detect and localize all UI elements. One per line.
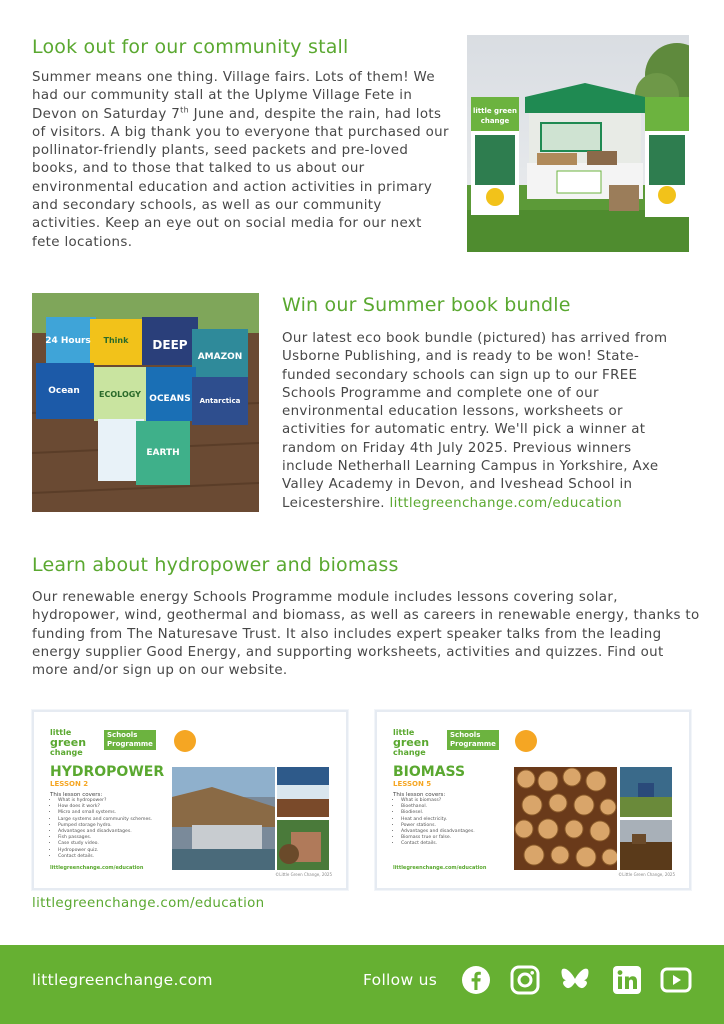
svg-text:24 Hours: 24 Hours [45, 336, 91, 346]
svg-text:change: change [480, 117, 510, 125]
waterfall-photo [277, 767, 329, 817]
lesson-card-biomass[interactable] [375, 710, 691, 890]
lesson-title: HYDROPOWER [50, 764, 165, 780]
instagram-icon[interactable] [509, 964, 541, 996]
footer-bar [0, 945, 724, 1024]
book-bundle-photo [32, 293, 259, 512]
card-copyright: ©Little Green Change, 2025 [618, 872, 675, 877]
firewood-photo [514, 767, 617, 870]
little-green-change-logo: little green change [50, 728, 87, 757]
svg-text:DEEP: DEEP [152, 338, 188, 352]
lesson-contents-list: • What is biomass? • Bioethanol. • Biodiesel. • Heat and electricity. • Power stations. • Advantages and disadvantages. • Biomass true or false. • Contact details. [393, 798, 475, 848]
stall-paragraph: Summer means one thing. Village fairs. Lots of them! We had our community stall at the Uplyme Village Fete in Devon on Saturday 7th June and, despite the rain, had lots of visitors. A big thank you to everyone that purchased our pollinator-friendly plants, seed packets and pre-loved books, and to those that talked to us about our environmental education and action activities in primary and secondary schools, as well as our community activities. Keep an eye out on social media for our next fete locations. [32, 70, 449, 250]
lesson-contents-list: • What is hydropower? • How does it work? • Micro and small systems. • Large systems and community schemes. • Pumped storage hydro. • Advantages and disadvantages. • Fish passages. • Case study video. • Hydropower quiz. • Contact details. [50, 798, 152, 860]
manure-field-photo [620, 820, 672, 870]
little-green-change-logo: little green change [393, 728, 430, 757]
svg-text:ECOLOGY: ECOLOGY [99, 390, 141, 399]
svg-text:Ocean: Ocean [48, 386, 80, 396]
schools-programme-badge: Schools Programme [104, 730, 156, 750]
svg-text:little green: little green [472, 107, 518, 115]
svg-text:Antarctica: Antarctica [199, 397, 241, 405]
education-link[interactable]: littlegreenchange.com/education [389, 495, 623, 511]
youtube-icon[interactable] [660, 964, 692, 996]
svg-text:OCEANS: OCEANS [149, 394, 191, 404]
lesson-card-hydropower[interactable] [32, 710, 348, 890]
follow-us-label: Follow us [363, 971, 438, 989]
tractor-field-photo [620, 767, 672, 817]
svg-text:AMAZON: AMAZON [197, 352, 243, 362]
linkedin-icon[interactable] [611, 964, 643, 996]
lesson-covers-label: This lesson covers: [50, 792, 103, 798]
education-link-bottom[interactable]: littlegreenchange.com/education [32, 896, 265, 911]
footer-site-link[interactable]: littlegreenchange.com [32, 971, 213, 989]
section-heading-stall: Look out for our community stall [32, 36, 349, 58]
facebook-icon[interactable] [460, 964, 492, 996]
lesson-number: LESSON 5 [393, 780, 432, 788]
books-paragraph: Our latest eco book bundle (pictured) has arrived from Usborne Publishing, and is ready to be won! State-funded secondary schools can sign up to our FREE Schools Programme and complete one of our environmental education lessons, worksheets or activities for automatic entry. We'll pick a winner at random on Friday 4th July 2025. Previous winners include Netherhall Learning Campus in Yorkshire, Axe Valley Academy in Devon, and Iveshead School in Leicestershire. littlegreenchange.com/education [282, 331, 668, 511]
dam-photo [172, 767, 275, 870]
lesson-url: littlegreenchange.com/education [50, 865, 144, 871]
leaf-icon [515, 730, 537, 752]
bluesky-icon[interactable] [559, 964, 591, 996]
lesson-number: LESSON 2 [50, 780, 89, 788]
hydropower-paragraph: Our renewable energy Schools Programme module includes lessons covering solar, hydropower, wind, geothermal and biomass, as well as careers in renewable energy, thanks to funding from The Naturesave Trust. It also includes expert speaker talks from the leading energy supplier Good Energy, and supporting worksheets, activities and quizzes. Find out more and/or sign up on our website. [32, 590, 700, 679]
section-heading-books: Win our Summer book bundle [282, 294, 571, 316]
watermill-photo [277, 820, 329, 870]
sun-icon [174, 730, 196, 752]
lesson-url: littlegreenchange.com/education [393, 865, 487, 871]
community-stall-photo [467, 35, 689, 252]
svg-text:EARTH: EARTH [146, 448, 180, 458]
lesson-title: BIOMASS [393, 764, 466, 780]
schools-programme-badge: Schools Programme [447, 730, 499, 750]
section-heading-hydropower: Learn about hydropower and biomass [32, 554, 399, 576]
card-copyright: ©Little Green Change, 2025 [275, 872, 332, 877]
lesson-covers-label: This lesson covers: [393, 792, 446, 798]
svg-text:Think: Think [103, 336, 129, 345]
